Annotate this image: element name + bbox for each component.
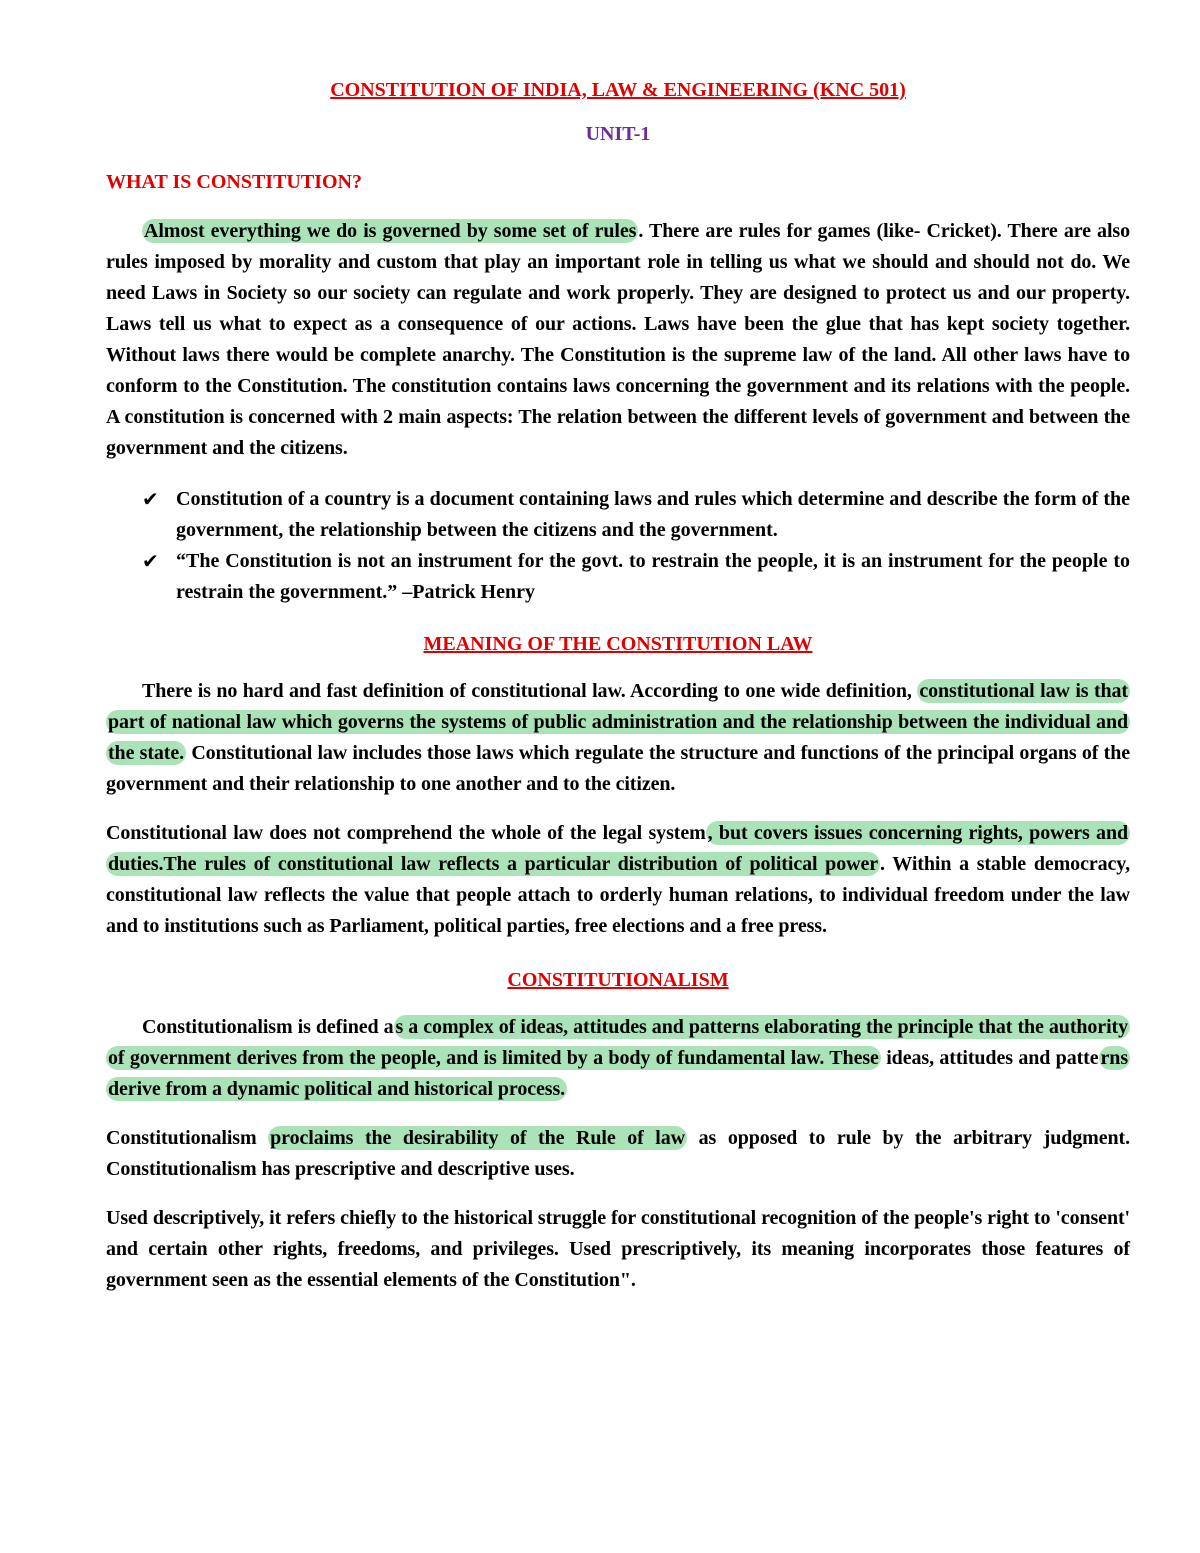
checkmark-icon: ✔ xyxy=(142,487,159,511)
list-item xyxy=(142,546,1130,608)
highlight: proclaims the desirability of the Rule of law xyxy=(270,1127,686,1149)
highlight: Almost everything we do is governed by some set of rules xyxy=(144,220,637,242)
paragraph-what-is-constitution xyxy=(106,216,1130,464)
highlight: s a complex of ideas, attitudes and patterns elaborating the principle that the authority of government derives from the people, and is limited by a body of fundamental law. These xyxy=(108,1016,1128,1069)
checklist xyxy=(106,484,1130,608)
checkmark-icon: ✔ xyxy=(142,549,159,573)
highlight: rns derive from a dynamic political and historical process. xyxy=(108,1047,1128,1100)
paragraph-text: Constitutionalism xyxy=(106,1127,269,1149)
section-heading-meaning: MEANING OF THE CONSTITUTION LAW xyxy=(423,633,813,655)
section-heading-what-is-constitution: WHAT IS CONSTITUTION? xyxy=(106,171,362,193)
highlight: constitutional law is that part of national law which governs the systems of public administration and the relationship between the individual and the state. xyxy=(108,680,1128,764)
unit-label: UNIT-1 xyxy=(585,123,651,145)
paragraph-constitutionalism-2 xyxy=(106,1123,1130,1185)
paragraph-constitutionalism-1 xyxy=(106,1012,1130,1105)
highlight: , but covers issues concerning rights, powers and duties.The rules of constitutional law reflects a particular distribution of political power xyxy=(108,822,1128,875)
paragraph-text: Constitutional law includes those laws which regulate the structure and functions of the principal organs of the government and their relationship to one another and to the citizen. xyxy=(106,742,1130,795)
paragraph-constitutionalism-3: Used descriptively, it refers chiefly to the historical struggle for constitutional recognition of the people's right to 'consent' and certain other rights, freedoms, and privileges. Used prescriptively, its meaning incorporates those features of government seen as the essential elements of the Constitution". xyxy=(106,1207,1130,1291)
section-heading-constitutionalism: CONSTITUTIONALISM xyxy=(507,969,729,991)
paragraph-text: There is no hard and fast definition of constitutional law. According to one wide definition, xyxy=(142,680,918,702)
paragraph-text: . Within a stable democracy, constitutional law reflects the value that people attach to orderly human relations, to individual freedom under the law and to institutions such as Parliament, political parties, free elections and a free press. xyxy=(106,853,1131,937)
paragraph-meaning-2 xyxy=(106,818,1130,942)
paragraph-text: as opposed to rule by the arbitrary judgment. Constitutionalism has prescriptive and descriptive uses. xyxy=(106,1127,1130,1180)
list-item-text: Constitution of a country is a document containing laws and rules which determine and describe the form of the government, the relationship between the citizens and the government. xyxy=(176,488,1130,541)
document-title: CONSTITUTION OF INDIA, LAW & ENGINEERING (KNC 501) xyxy=(330,79,906,101)
list-item xyxy=(142,484,1130,546)
paragraph-text: Constitutional law does not comprehend the whole of the legal system xyxy=(106,822,706,844)
paragraph-text: ideas, attitudes and patte xyxy=(880,1047,1099,1069)
paragraph-meaning-1 xyxy=(106,676,1130,800)
paragraph-text: Constitutionalism is defined a xyxy=(142,1016,394,1038)
paragraph-text: . There are rules for games (like- Cricket). There are also rules imposed by morality and custom that play an important role in telling us what we should and should not do. We need Laws in Society so our society can regulate and work properly. They are designed to protect us and our property. Laws tell us what to expect as a consequence of our actions. Laws have been the glue that has kept society together. Without laws there would be complete anarchy. The Constitution is the supreme law of the land. All other laws have to conform to the Constitution. The constitution contains laws concerning the government and its relations with the people. A constitution is concerned with 2 main aspects: The relation between the different levels of government and between the government and the citizens. xyxy=(106,220,1130,459)
list-item-text: “The Constitution is not an instrument for the govt. to restrain the people, it is an instrument for the people to restrain the government.” –Patrick Henry xyxy=(176,550,1130,603)
